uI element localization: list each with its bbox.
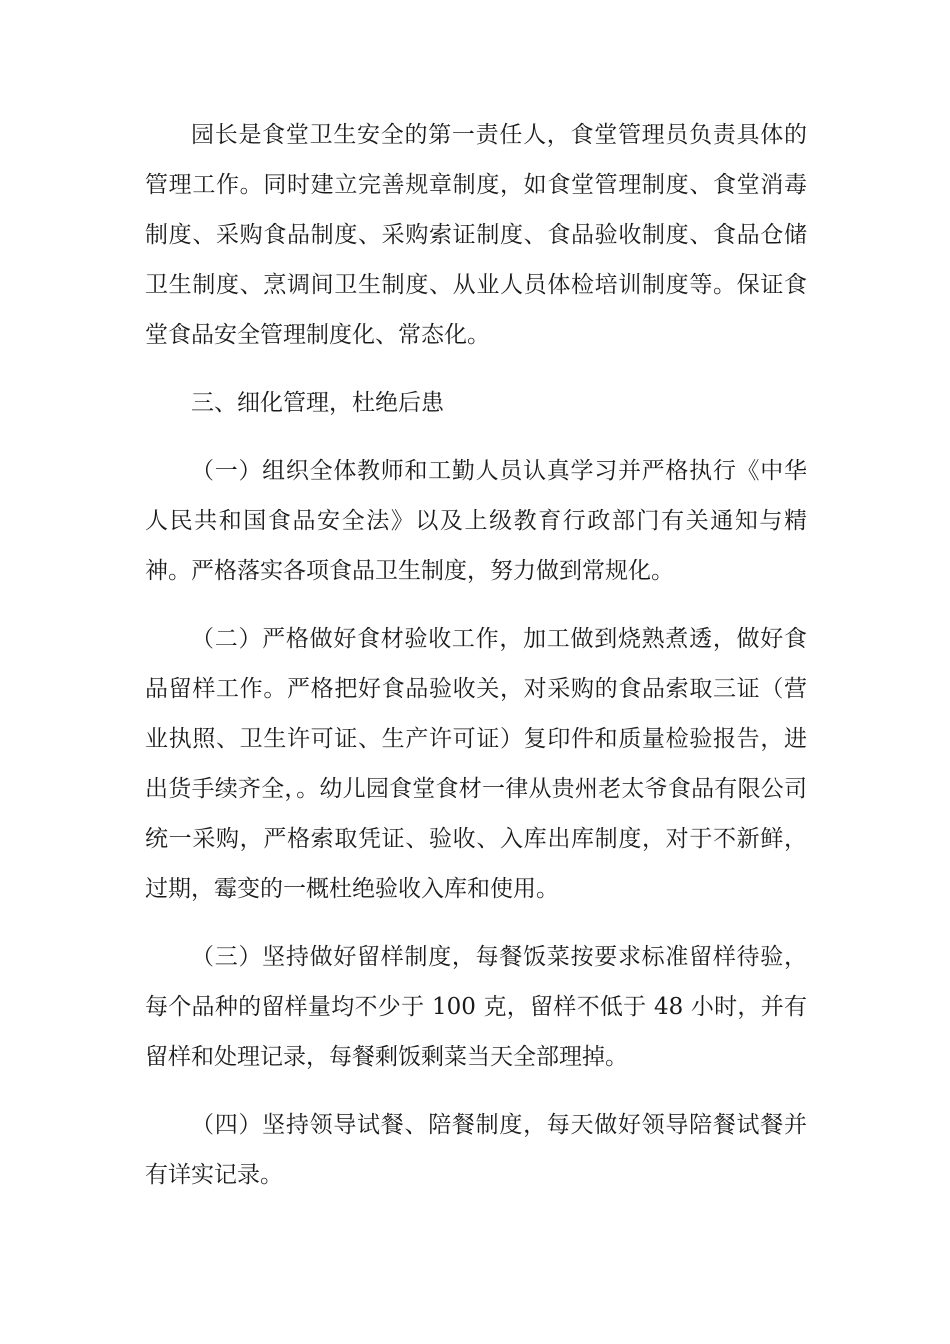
paragraph-item-1: （一）组织全体教师和工勤人员认真学习并严格执行《中华人民共和国食品安全法》以及上级教育行政部门有关通知与精神。严格落实各项食品卫生制度，努力做到常规化。 <box>145 458 807 584</box>
paragraph-responsibility: 园长是食堂卫生安全的第一责任人，食堂管理员负责具体的管理工作。同时建立完善规章制度，如食堂管理制度、食堂消毒制度、采购食品制度、采购索证制度、食品验收制度、食品仓储卫生制度、烹调间卫生制度、从业人员体检培训制度等。保证食堂食品安全管理制度化、常态化。 <box>145 122 807 348</box>
document-body <box>145 110 807 1218</box>
paragraph-item-4: （四）坚持领导试餐、陪餐制度，每天做好领导陪餐试餐并有详实记录。 <box>145 1112 807 1188</box>
section-heading-3: 三、细化管理，杜绝后患 <box>191 390 444 416</box>
paragraph-item-3: （三）坚持做好留样制度，每餐饭菜按要求标准留样待验，每个品种的留样量均不少于 100 克，留样不低于 48 小时，并有留样和处理记录，每餐剩饭剩菜当天全部理掉。 <box>145 944 807 1070</box>
paragraph-item-2: （二）严格做好食材验收工作，加工做到烧熟煮透，做好食品留样工作。严格把好食品验收关，对采购的食品索取三证（营业执照、卫生许可证、生产许可证）复印件和质量检验报告，进出货手续齐全，。幼儿园食堂食材一律从贵州老太爷食品有限公司统一采购，严格索取凭证、验收、入库出库制度，对于不新鲜，过期，霉变的一概杜绝验收入库和使用。 <box>145 626 807 902</box>
